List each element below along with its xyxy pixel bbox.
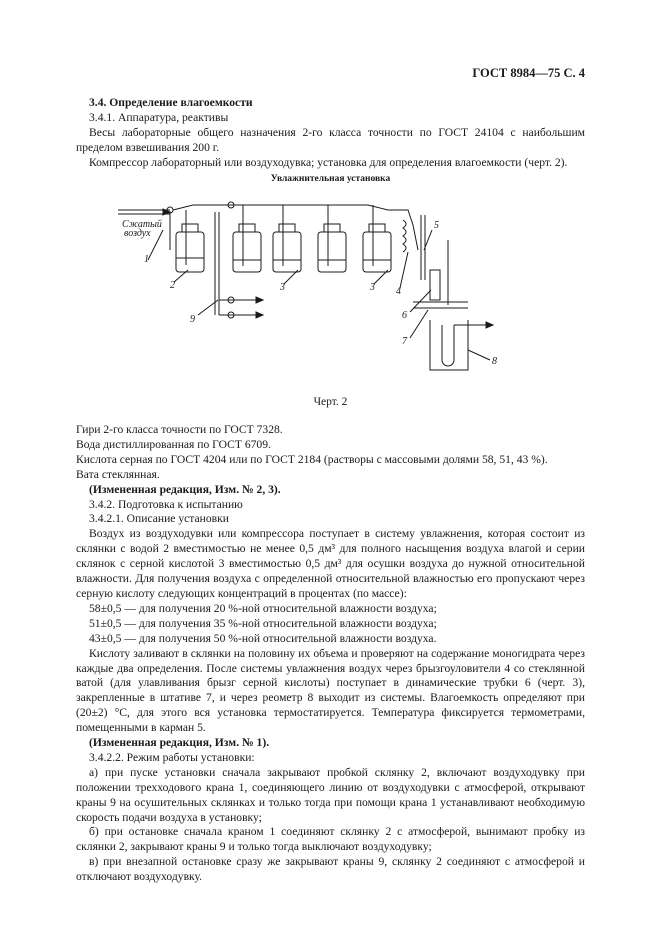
paragraph: 3.4.1. Аппаратура, реактивы xyxy=(89,110,229,124)
paragraph: 3.4.2.1. Описание установки xyxy=(89,512,229,526)
figure-label: 8 xyxy=(492,356,497,367)
figure-label: 3 xyxy=(280,282,285,293)
figure-label: 2 xyxy=(170,280,175,291)
body-text xyxy=(76,423,585,885)
air-label: воздух xyxy=(124,228,151,239)
figure-title: Увлажнительная установка xyxy=(270,174,391,184)
arrow-icon xyxy=(486,322,493,328)
edition-note: (Измененная редакция, Изм. № 1). xyxy=(89,736,270,750)
bottle-3d xyxy=(363,205,391,272)
figure-caption: Черт. 2 xyxy=(313,396,348,408)
paragraph: Кислоту заливают в склянки на половину их объема и проверяют на содержание моногидрата через каждые два определения. После системы увлажнения воздух через брызгоуловители 4 со стеклянной ватой (для улавливания брызг серной кислоты) поступает в динамические трубки 6 (черт. 3), закрепленные в штативе 7, и через реометр 8 выходит из системы. Влагоемкость определяют при (20±2) °С, для этого вся установка термостатируется. Температура фиксируется термометрами, помещенными в карман 5. xyxy=(76,646,585,735)
rheometer-8 xyxy=(430,320,468,370)
humidifier-diagram xyxy=(118,190,528,380)
paragraph: 43±0,5 — для получения 50 %-ной относительной влажности воздуха. xyxy=(89,631,437,645)
paragraph: Весы лабораторные общего назначения 2-го класса точности по ГОСТ 24104 с наибольшим пределом взвешивания 200 г. xyxy=(76,125,585,154)
paragraph: а) при пуске установки сначала закрывают пробкой склянку 2, включают воздуходувку при положении трехходового крана 1, соединяющего линию от воздуходувки с атмосферой, открывают краны 9 на осушительных склянках и только тогда при помощи крана 1 устанавливают необходимую скорость подачи воздуха в установку; xyxy=(76,765,585,824)
figure-label: 7 xyxy=(402,336,407,347)
figure-label: 1 xyxy=(144,254,149,265)
section-title: 3.4. Определение влагоемкости xyxy=(89,96,253,109)
paragraph: 3.4.2. Подготовка к испытанию xyxy=(89,497,243,511)
arrow-icon xyxy=(256,297,263,303)
paragraph: в) при внезапной остановке сразу же закрывают краны 9, склянку 2 соединяют с атмосферой и отключают воздуходувку. xyxy=(76,855,585,884)
bottle-3c xyxy=(318,205,346,272)
paragraph: б) при остановке сначала краном 1 соединяют склянку 2 с атмосферой, вынимают пробку из склянки 2, закрывают краны 9 и только тогда выключают воздуходувку; xyxy=(76,825,585,854)
figure-label: 9 xyxy=(190,314,195,325)
document-header: ГОСТ 8984—75 С. 4 xyxy=(472,66,585,80)
paragraph: 3.4.2.2. Режим работы установки: xyxy=(89,750,255,764)
paragraph: Компрессор лабораторный или воздуходувка; установка для определения влагоемкости (черт. 2). xyxy=(89,155,568,169)
air-label: Сжатый xyxy=(122,219,162,230)
spray-catcher-4 xyxy=(403,220,406,252)
paragraph: Вода дистиллированная по ГОСТ 6709. xyxy=(76,437,271,451)
bottle-2 xyxy=(176,210,204,272)
dynamic-tube-6 xyxy=(430,270,440,300)
paragraph: 58±0,5 — для получения 20 %-ной относительной влажности воздуха; xyxy=(89,601,437,615)
paragraph: Кислота серная по ГОСТ 4204 или по ГОСТ 2184 (растворы с массовыми долями 58, 51, 43 %). xyxy=(76,452,548,466)
edition-note: (Измененная редакция, Изм. № 2, 3). xyxy=(89,482,281,496)
bottle-3b xyxy=(273,205,301,272)
paragraph: 51±0,5 — для получения 35 %-ной относительной влажности воздуха; xyxy=(89,616,437,630)
paragraph: Вата стеклянная. xyxy=(76,467,160,481)
figure-label: 4 xyxy=(396,286,401,297)
figure-label: 5 xyxy=(434,220,439,231)
figure-label: 3 xyxy=(370,282,375,293)
section-intro xyxy=(76,96,585,171)
arrow-icon xyxy=(256,312,263,318)
bottle-3a xyxy=(233,205,261,272)
figure-label: 6 xyxy=(402,310,407,321)
paragraph: Гири 2-го класса точности по ГОСТ 7328. xyxy=(76,423,283,436)
paragraph: Воздух из воздуходувки или компрессора поступает в систему увлажнения, которая состоит из склянки с водой 2 вместимостью не менее 0,5 дм³ для полного насыщения воздуха влагой и серии склянок с серной кислотой 3 вместимостью 0,5 дм³ для осушки воздуха до нужной относительной влажности. Для получения воздуха с определенной относительной влажностью его пропускают через серную кислоту следующих концентраций в процентах (по массе): xyxy=(76,527,585,600)
